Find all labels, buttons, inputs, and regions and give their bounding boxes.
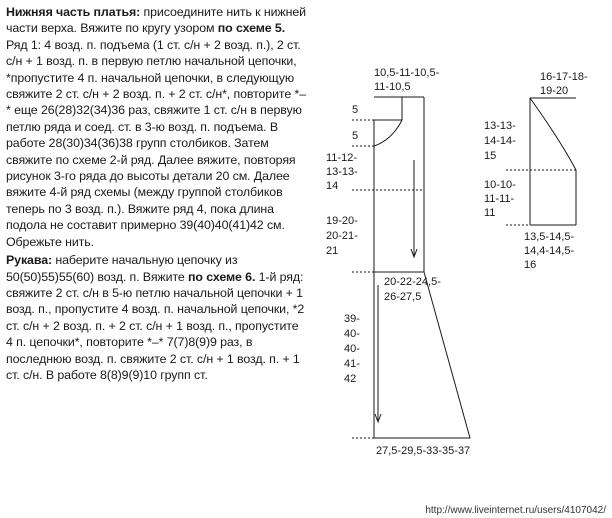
sleeve-len-label-1: 10-10- <box>484 179 516 191</box>
sleeves-text-2: 1-й ряд: свяжите 2 ст. с/н в 5-ю петлю начальной цепочки + 1 возд. п., пропустите 4 возд. п. начальной цепочки, *2 ст. с/н + 2 возд. п. + 2 ст. с/н + 1 возд. п., пропустите 4 п. цепочки*, повторите *–* 7(7)8(9)9 раз, в последнюю возд. п. свяжите 2 ст. с/н + 1 возд. п. + 1 ст. с/н. В работе 8(8)9(9)10 групп ст. <box>6 269 305 382</box>
sleeves-text-1: наберите начальную цепочку из 50(50)55)55(60) возд. п. Вяжите <box>6 253 238 284</box>
bodice-label-1: 19-20- <box>326 215 358 227</box>
sleeves-heading: Рукава: <box>6 253 53 268</box>
skirt-len-label-1: 39- <box>344 313 360 325</box>
sleeve-cap-label-1: 13-13- <box>484 120 516 132</box>
sleeve-cap-curve <box>530 98 576 225</box>
skirt-len-label-5: 42 <box>344 373 357 385</box>
skirt-text-2: Ряд 1: 4 возд. п. подъема (1 ст. с/н + 2 возд. п.), 2 ст. с/н + 1 возд. п. в первую петлю начальной цепочки, *пропустите 4 п. начальной цепочки, в следующую свяжите 2 ст. с/н + 2 возд. п. + 2 ст. с/н*, повторите *–* еще 26(28)32(34)36 раз, свяжите 1 ст. с/н в первую петлю ряда и соед. ст. в 3-ю возд. п. подъема. В работе 28(30)34(36)38 групп столбиков. Затем свяжите по схеме 2-й ряд. Далее вяжите, повторяя рисунок 3-го ряда до высоты детали 20 см. Далее вяжите 4-й ряд схемы (между группой столбиков теперь по 3 возд. п.). Вяжите ряд 4, пока длина подола не составит примерно 39(40)40(41)42 см. Обрежьте нить. <box>6 37 307 249</box>
skirt-text-1: присоедините нить к нижней части верха. Вяжите по кругу узором <box>6 5 306 36</box>
shoulder-label-b: 5 <box>352 130 359 142</box>
source-watermark: http://www.liveinternet.ru/users/4107042/ <box>425 505 606 516</box>
waist-label-1: 20-22-24,5- <box>384 276 441 288</box>
skirt-len-label-3: 40- <box>344 343 360 355</box>
skirt-heading: Нижняя часть платья: <box>6 5 141 19</box>
bodice-label-3: 21 <box>326 245 339 257</box>
sleeve-cuff-label-2: 14,4-14,5- <box>524 245 575 257</box>
dress-schema <box>352 97 470 438</box>
sleeve-cuff-label-3: 16 <box>524 259 537 271</box>
armhole-label-2: 13-13- <box>326 166 358 178</box>
waist-label-2: 26-27,5 <box>384 291 422 303</box>
armhole-label-1: 11-12- <box>326 152 357 164</box>
neck-label-1: 10,5-11-10,5- <box>374 67 440 79</box>
scheme-6-ref: по схеме 6. <box>188 269 256 284</box>
sleeve-cap-label-3: 15 <box>484 150 497 162</box>
bodice-label-2: 20-21- <box>326 230 358 242</box>
shoulder-label-a: 5 <box>352 104 359 116</box>
scheme-5-ref: по схеме 5. <box>217 21 286 36</box>
sleeve-schema <box>506 98 576 225</box>
sleeve-top-label-1: 16-17-18- <box>540 71 588 83</box>
sleeve-len-label-3: 11 <box>484 207 496 219</box>
skirt-len-label-2: 40- <box>344 328 360 340</box>
armhole-curve <box>374 120 402 272</box>
armhole-label-3: 14 <box>326 180 339 192</box>
sleeve-cuff-label-1: 13,5-14,5- <box>524 231 575 243</box>
hem-label: 27,5-29,5-33-35-37 <box>376 445 471 457</box>
sleeve-len-label-2: 11-11- <box>484 193 515 205</box>
skirt-len-label-4: 41- <box>344 358 360 370</box>
sleeve-top-label-2: 19-20 <box>540 85 569 97</box>
neck-label-2: 11-10,5 <box>374 81 411 93</box>
sleeve-cap-label-2: 14-14- <box>484 135 516 147</box>
